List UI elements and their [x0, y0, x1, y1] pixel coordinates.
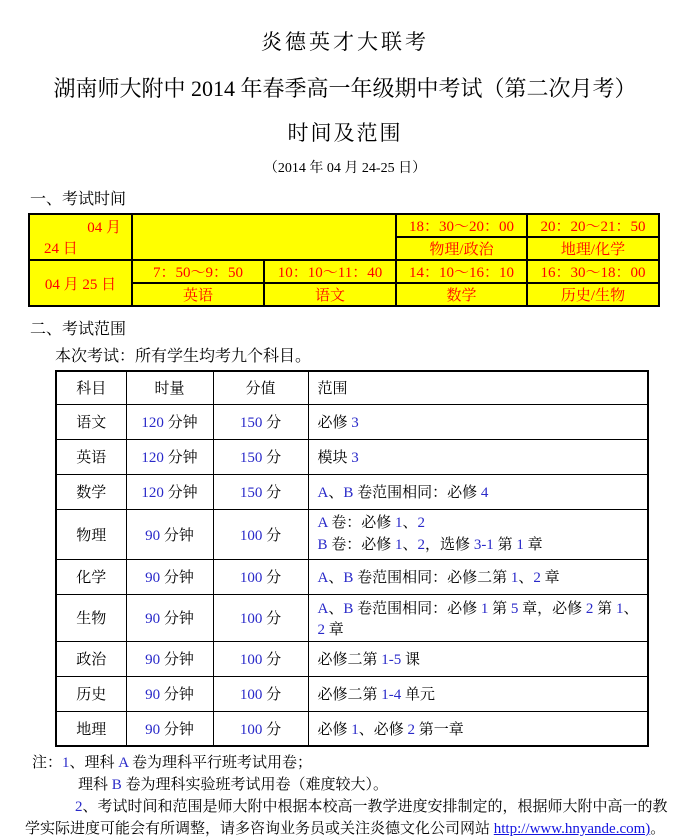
- scope-score-cell: 150 分: [213, 404, 308, 439]
- schedule-subject-cell: 地理/化学: [527, 237, 659, 260]
- col-header-duration: 时量: [126, 371, 213, 404]
- footnotes: [0, 752, 690, 840]
- exam-scope-table: [55, 370, 649, 747]
- scope-score-cell: 100 分: [213, 676, 308, 711]
- scope-score-cell: 100 分: [213, 509, 308, 559]
- scope-range-cell: 必修 3: [308, 404, 648, 439]
- col-header-score: 分值: [213, 371, 308, 404]
- schedule-time-cell: 18：30～20：00: [396, 214, 527, 237]
- scope-subject-cell: 物理: [56, 509, 126, 559]
- scope-duration-cell: 120 分钟: [126, 474, 213, 509]
- note-line-4-suffix: 。: [650, 821, 666, 837]
- scope-range-cell: [308, 509, 648, 559]
- scope-score-cell: 100 分: [213, 641, 308, 676]
- schedule-subject-cell: 语文: [264, 283, 396, 306]
- scope-range-cell: 必修二第 1-4 单元: [308, 676, 648, 711]
- schedule-date-cell-apr25: 04 月 25 日: [29, 260, 132, 306]
- scope-score-cell: 100 分: [213, 711, 308, 746]
- schedule-empty-cell: [132, 214, 396, 260]
- col-header-range: 范围: [308, 371, 648, 404]
- scope-range-cell: 模块 3: [308, 439, 648, 474]
- scope-duration-cell: 90 分钟: [126, 711, 213, 746]
- scope-score-cell: 150 分: [213, 474, 308, 509]
- scope-subject-cell: 语文: [56, 404, 126, 439]
- exam-schedule-table: [28, 213, 660, 307]
- scope-duration-cell: 120 分钟: [126, 439, 213, 474]
- note-line-1: 注：1、理科 A 卷为理科平行班考试用卷；: [32, 755, 313, 771]
- scope-duration-cell: 120 分钟: [126, 404, 213, 439]
- schedule-date-line1: 04 月: [87, 220, 121, 236]
- scope-range-cell: 必修二第 1-5 课: [308, 641, 648, 676]
- page-date-note: （2014 年 04 月 24-25 日）: [263, 161, 427, 176]
- schedule-date-line2: 24 日: [44, 241, 78, 257]
- scope-range-cell: 必修 1、必修 2 第一章: [308, 711, 648, 746]
- schedule-time-cell: 14：10～16：10: [396, 260, 527, 283]
- scope-range-cell: A、B 卷范围相同：必修 4: [308, 474, 648, 509]
- note-line-4-text: 学实际进度可能会有所调整，请多咨询业务员或关注炎德文化公司网站: [25, 821, 494, 837]
- scope-subject-cell: 历史: [56, 676, 126, 711]
- website-link[interactable]: http://www.hnyande.com): [493, 821, 651, 837]
- scope-score-cell: 100 分: [213, 559, 308, 594]
- section-exam-time-heading: 一、考试时间: [30, 191, 127, 208]
- scope-range-cell: A、B 卷范围相同：必修 1 第 5 章，必修 2 第 1、2 章: [308, 594, 648, 641]
- schedule-subject-cell: 物理/政治: [396, 237, 527, 260]
- schedule-time-cell: 20：20～21：50: [527, 214, 659, 237]
- page-subtitle2: 时间及范围: [287, 121, 403, 145]
- scope-score-cell: 100 分: [213, 594, 308, 641]
- note-line-3: 2、考试时间和范围是师大附中根据本校高一教学进度安排制定的，根据师大附中高一的教: [75, 799, 668, 815]
- scope-duration-cell: 90 分钟: [126, 594, 213, 641]
- col-header-subject: 科目: [56, 371, 126, 404]
- page-title: 炎德英才大联考: [261, 30, 429, 54]
- section-exam-scope-heading: 二、考试范围: [30, 321, 127, 338]
- scope-range-cell: A、B 卷范围相同：必修二第 1、2 章: [308, 559, 648, 594]
- scope-duration-cell: 90 分钟: [126, 641, 213, 676]
- note-line-2: 理科 B 卷为理科实验班考试用卷（难度较大）。: [78, 777, 389, 793]
- scope-duration-cell: 90 分钟: [126, 676, 213, 711]
- scope-subject-cell: 化学: [56, 559, 126, 594]
- schedule-subject-cell: 英语: [132, 283, 264, 306]
- scope-range-line: B 卷：必修 1、2，选修 3-1 第 1 章: [317, 537, 543, 553]
- schedule-subject-cell: 历史/生物: [527, 283, 659, 306]
- scope-subject-cell: 政治: [56, 641, 126, 676]
- scope-subject-cell: 地理: [56, 711, 126, 746]
- note-line-4: [25, 818, 690, 840]
- schedule-time-cell: 7：50～9：50: [132, 260, 264, 283]
- schedule-subject-cell: 数学: [396, 283, 527, 306]
- schedule-date-cell-apr24: [29, 214, 132, 260]
- scope-score-cell: 150 分: [213, 439, 308, 474]
- scope-duration-cell: 90 分钟: [126, 509, 213, 559]
- scope-subject-cell: 生物: [56, 594, 126, 641]
- scope-duration-cell: 90 分钟: [126, 559, 213, 594]
- scope-subject-cell: 英语: [56, 439, 126, 474]
- exam-scope-intro: 本次考试：所有学生均考九个科目。: [55, 348, 312, 365]
- page-subtitle: 湖南师大附中 2014 年春季高一年级期中考试（第二次月考）: [53, 76, 637, 101]
- scope-range-line: A 卷：必修 1、2: [317, 515, 426, 531]
- schedule-time-cell: 10：10～11：40: [264, 260, 396, 283]
- schedule-time-cell: 16：30～18：00: [527, 260, 659, 283]
- scope-subject-cell: 数学: [56, 474, 126, 509]
